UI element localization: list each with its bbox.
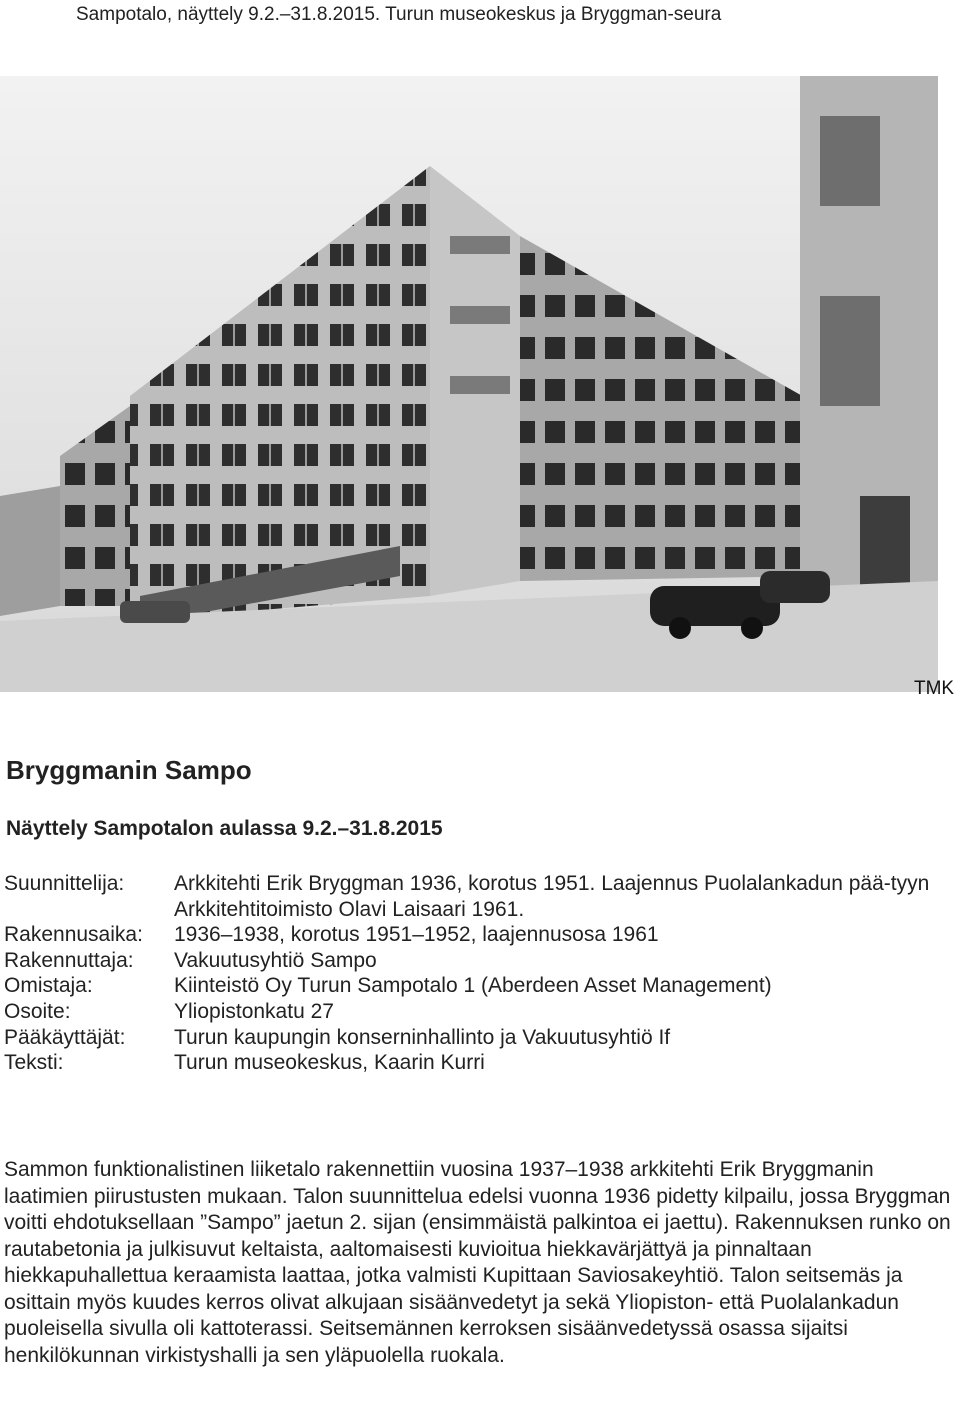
building-photo-icon bbox=[0, 76, 938, 692]
fact-value: Yliopistonkatu 27 bbox=[174, 999, 334, 1023]
fact-label: Osoite: bbox=[4, 999, 71, 1023]
running-header: Sampotalo, näyttely 9.2.–31.8.2015. Turun museokeskus ja Bryggman-seura bbox=[76, 4, 722, 25]
fact-label: Omistaja: bbox=[4, 974, 93, 998]
fact-value: Kiinteistö Oy Turun Sampotalo 1 (Aberdeen Asset Management) bbox=[174, 974, 772, 998]
fact-list bbox=[4, 871, 954, 1076]
fact-value: Turun kaupungin konserninhallinto ja Vakuutusyhtiö If bbox=[174, 1025, 671, 1049]
body-paragraph: Sammon funktionalistinen liiketalo rakennettiin vuosina 1937–1938 arkkitehti Erik Bryggmanin laatimien piirustusten mukaan. Talon suunnittelua edelsi vuonna 1936 pidetty kilpailu, jossa Bryggman voitti ehdotuksellaan ”Sampo” jaetun 2. sijan (ensimmäistä palkintoa ei jaettu). Rakennuksen runko on rautabetonia ja julkisuvut keltaista, aaltomaisesti kuvioitua hiekkavärjättyä ja pinnaltaan hiekkapuhallettua keraamista laattaa, jotka valmisti Kupittaan Saviosakeyhtiö. Talon seitsemäs ja osittain myös kuudes kerros olivat alkujaan sisäänvedetyt ja sekä Yliopiston- että Puolalankadun puoleisella sivulla oli kattoterassi. Seitsemännen kerroksen sisäänvedetyssä osassa sijaitsi henkilökunnan virkistyshalli ja sen yläpuolella ruokala. bbox=[4, 1158, 951, 1367]
fact-row-builder bbox=[4, 948, 954, 974]
fact-label: Suunnittelija: bbox=[4, 872, 125, 895]
fact-row-address bbox=[4, 999, 954, 1025]
page-title: Bryggmanin Sampo bbox=[6, 755, 252, 785]
photo-credit: TMK bbox=[914, 678, 955, 699]
fact-row-owner bbox=[4, 973, 954, 999]
fact-label: Rakennusaika: bbox=[4, 923, 143, 947]
fact-label: Pääkäyttäjät: bbox=[4, 1025, 126, 1049]
page-subtitle: Näyttely Sampotalon aulassa 9.2.–31.8.2015 bbox=[6, 817, 443, 840]
fact-row-text-author bbox=[4, 1050, 954, 1076]
fact-row-designer bbox=[4, 871, 954, 922]
building-photo bbox=[0, 76, 938, 692]
fact-value: Vakuutusyhtiö Sampo bbox=[174, 948, 377, 972]
fact-label: Rakennuttaja: bbox=[4, 948, 134, 972]
fact-row-main-users bbox=[4, 1025, 954, 1051]
fact-value: Turun museokeskus, Kaarin Kurri bbox=[174, 1051, 485, 1075]
fact-row-construction-time bbox=[4, 922, 954, 948]
fact-value: Arkkitehti Erik Bryggman 1936, korotus 1951. Laajennus Puolalankadun pää-tyyn Arkkitehtitoimisto Olavi Laisaari 1961. bbox=[174, 872, 930, 921]
fact-label: Teksti: bbox=[4, 1051, 64, 1075]
fact-value: 1936–1938, korotus 1951–1952, laajennusosa 1961 bbox=[174, 923, 659, 947]
